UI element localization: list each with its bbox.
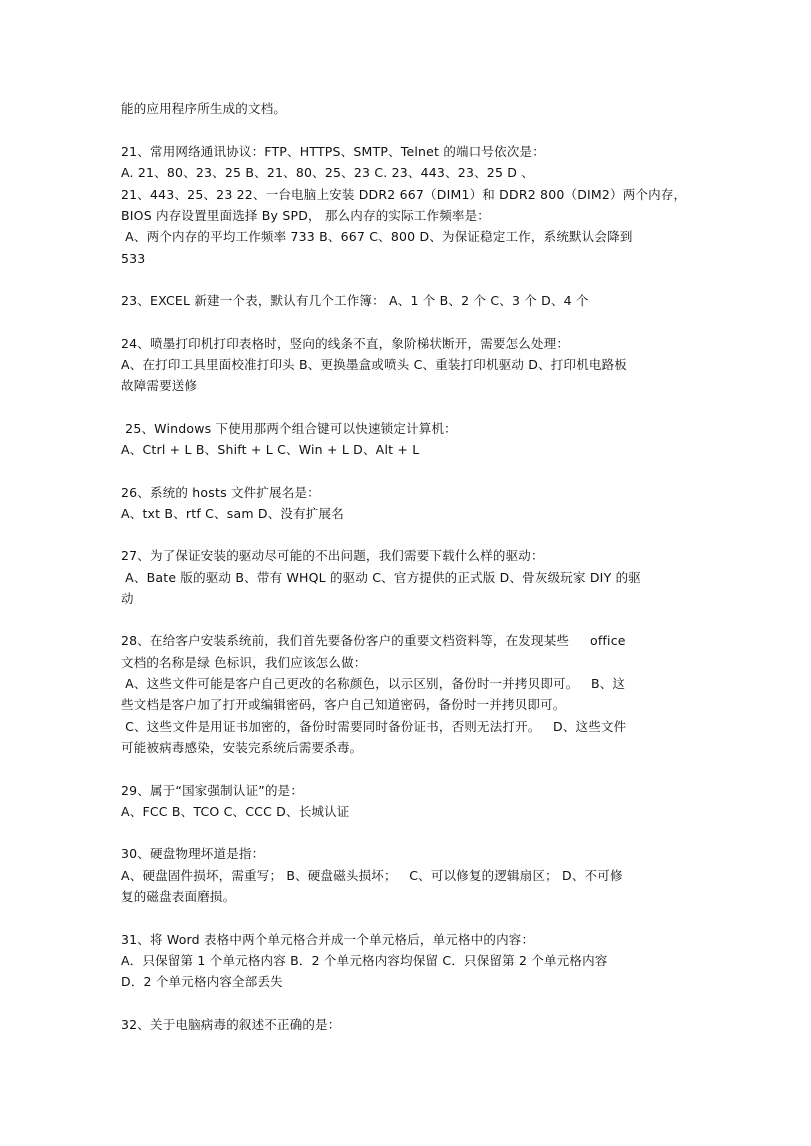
text-line: A、两个内存的平均工作频率 733 B、667 C、800 D、为保证稳定工作，系统默认会降到 (121, 229, 633, 244)
text-line: 复的磁盘表面磨损。 (121, 889, 236, 904)
text-line: BIOS 内存设置里面选择 By SPD， 那么内存的实际工作频率是： (121, 208, 491, 223)
text-line: 27、为了保证安装的驱动尽可能的不出问题，我们需要下载什么样的驱动： (121, 548, 544, 563)
text-line: 文档的名称是绿 色标识，我们应该怎么做： (121, 655, 367, 670)
text-line: A、txt B、rtf C、sam D、没有扩展名 (121, 506, 344, 521)
text-line: 能的应用程序所生成的文档。 (121, 101, 287, 116)
text-line: A. 21、80、23、25 B、21、80、25、23 C. 23、443、23、25 D 、 (121, 165, 534, 180)
text-line: 29、属于“国家强制认证”的是： (121, 783, 304, 798)
text-line: A、这些文件可能是客户自己更改的名称颜色，以示区别，备份时一并拷贝即可。 B、这 (121, 676, 626, 691)
text-line: 25、Windows 下使用那两个组合键可以快速锁定计算机： (121, 421, 457, 436)
text-line: 30、硬盘物理坏道是指： (121, 846, 265, 861)
text-line: 些文档是客户加了打开或编辑密码，客户自己知道密码，备份时一并拷贝即可。 (121, 697, 566, 712)
text-line: 故障需要送修 (121, 378, 198, 393)
text-line: 32、关于电脑病毒的叙述不正确的是： (121, 1017, 341, 1032)
text-line: A、Bate 版的驱动 B、带有 WHQL 的驱动 C、官方提供的正式版 D、骨灰级玩家 DIY 的驱 (121, 570, 641, 585)
text-line: 21、常用网络通讯协议：FTP、HTTPS、SMTP、Telnet 的端口号依次是： (121, 144, 545, 159)
text-line: 28、在给客户安装系统前，我们首先要备份客户的重要文档资料等，在发现某些 office (121, 633, 626, 648)
text-line: A、硬盘固件损坏，需重写； B、硬盘磁头损坏； C、可以修复的逻辑扇区； D、不可修 (121, 868, 623, 883)
text-line: A、FCC B、TCO C、CCC D、长城认证 (121, 804, 350, 819)
text-line: 26、系统的 hosts 文件扩展名是： (121, 485, 320, 500)
text-line: D．2 个单元格内容全部丢失 (121, 974, 283, 989)
text-line: 24、喷墨打印机打印表格时，竖向的线条不直，象阶梯状断开，需要怎么处理： (121, 336, 570, 351)
text-line: 533 (121, 251, 146, 266)
text-line: A、Ctrl + L B、Shift + L C、Win + L D、Alt + L (121, 442, 420, 457)
text-line: 31、将 Word 表格中两个单元格合并成一个单元格后，单元格中的内容： (121, 932, 535, 947)
text-line: C、这些文件是用证书加密的，备份时需要同时备份证书，否则无法打开。 D、这些文件 (121, 719, 627, 734)
text-line: A、在打印工具里面校准打印头 B、更换墨盒或喷头 C、重装打印机驱动 D、打印机电路板 (121, 357, 628, 372)
text-line: 动 (121, 591, 134, 606)
text-line: A．只保留第 1 个单元格内容 B．2 个单元格内容均保留 C．只保留第 2 个单元格内容 (121, 953, 608, 968)
text-line: 23、EXCEL 新建一个表，默认有几个工作簿： A、1 个 B、2 个 C、3 个 D、4 个 (121, 293, 589, 308)
text-line: 21、443、25、23 22、一台电脑上安装 DDR2 667（DIM1）和 DDR2 800（DIM2）两个内存， (121, 187, 687, 202)
text-line: 可能被病毒感染，安装完系统后需要杀毒。 (121, 740, 363, 755)
